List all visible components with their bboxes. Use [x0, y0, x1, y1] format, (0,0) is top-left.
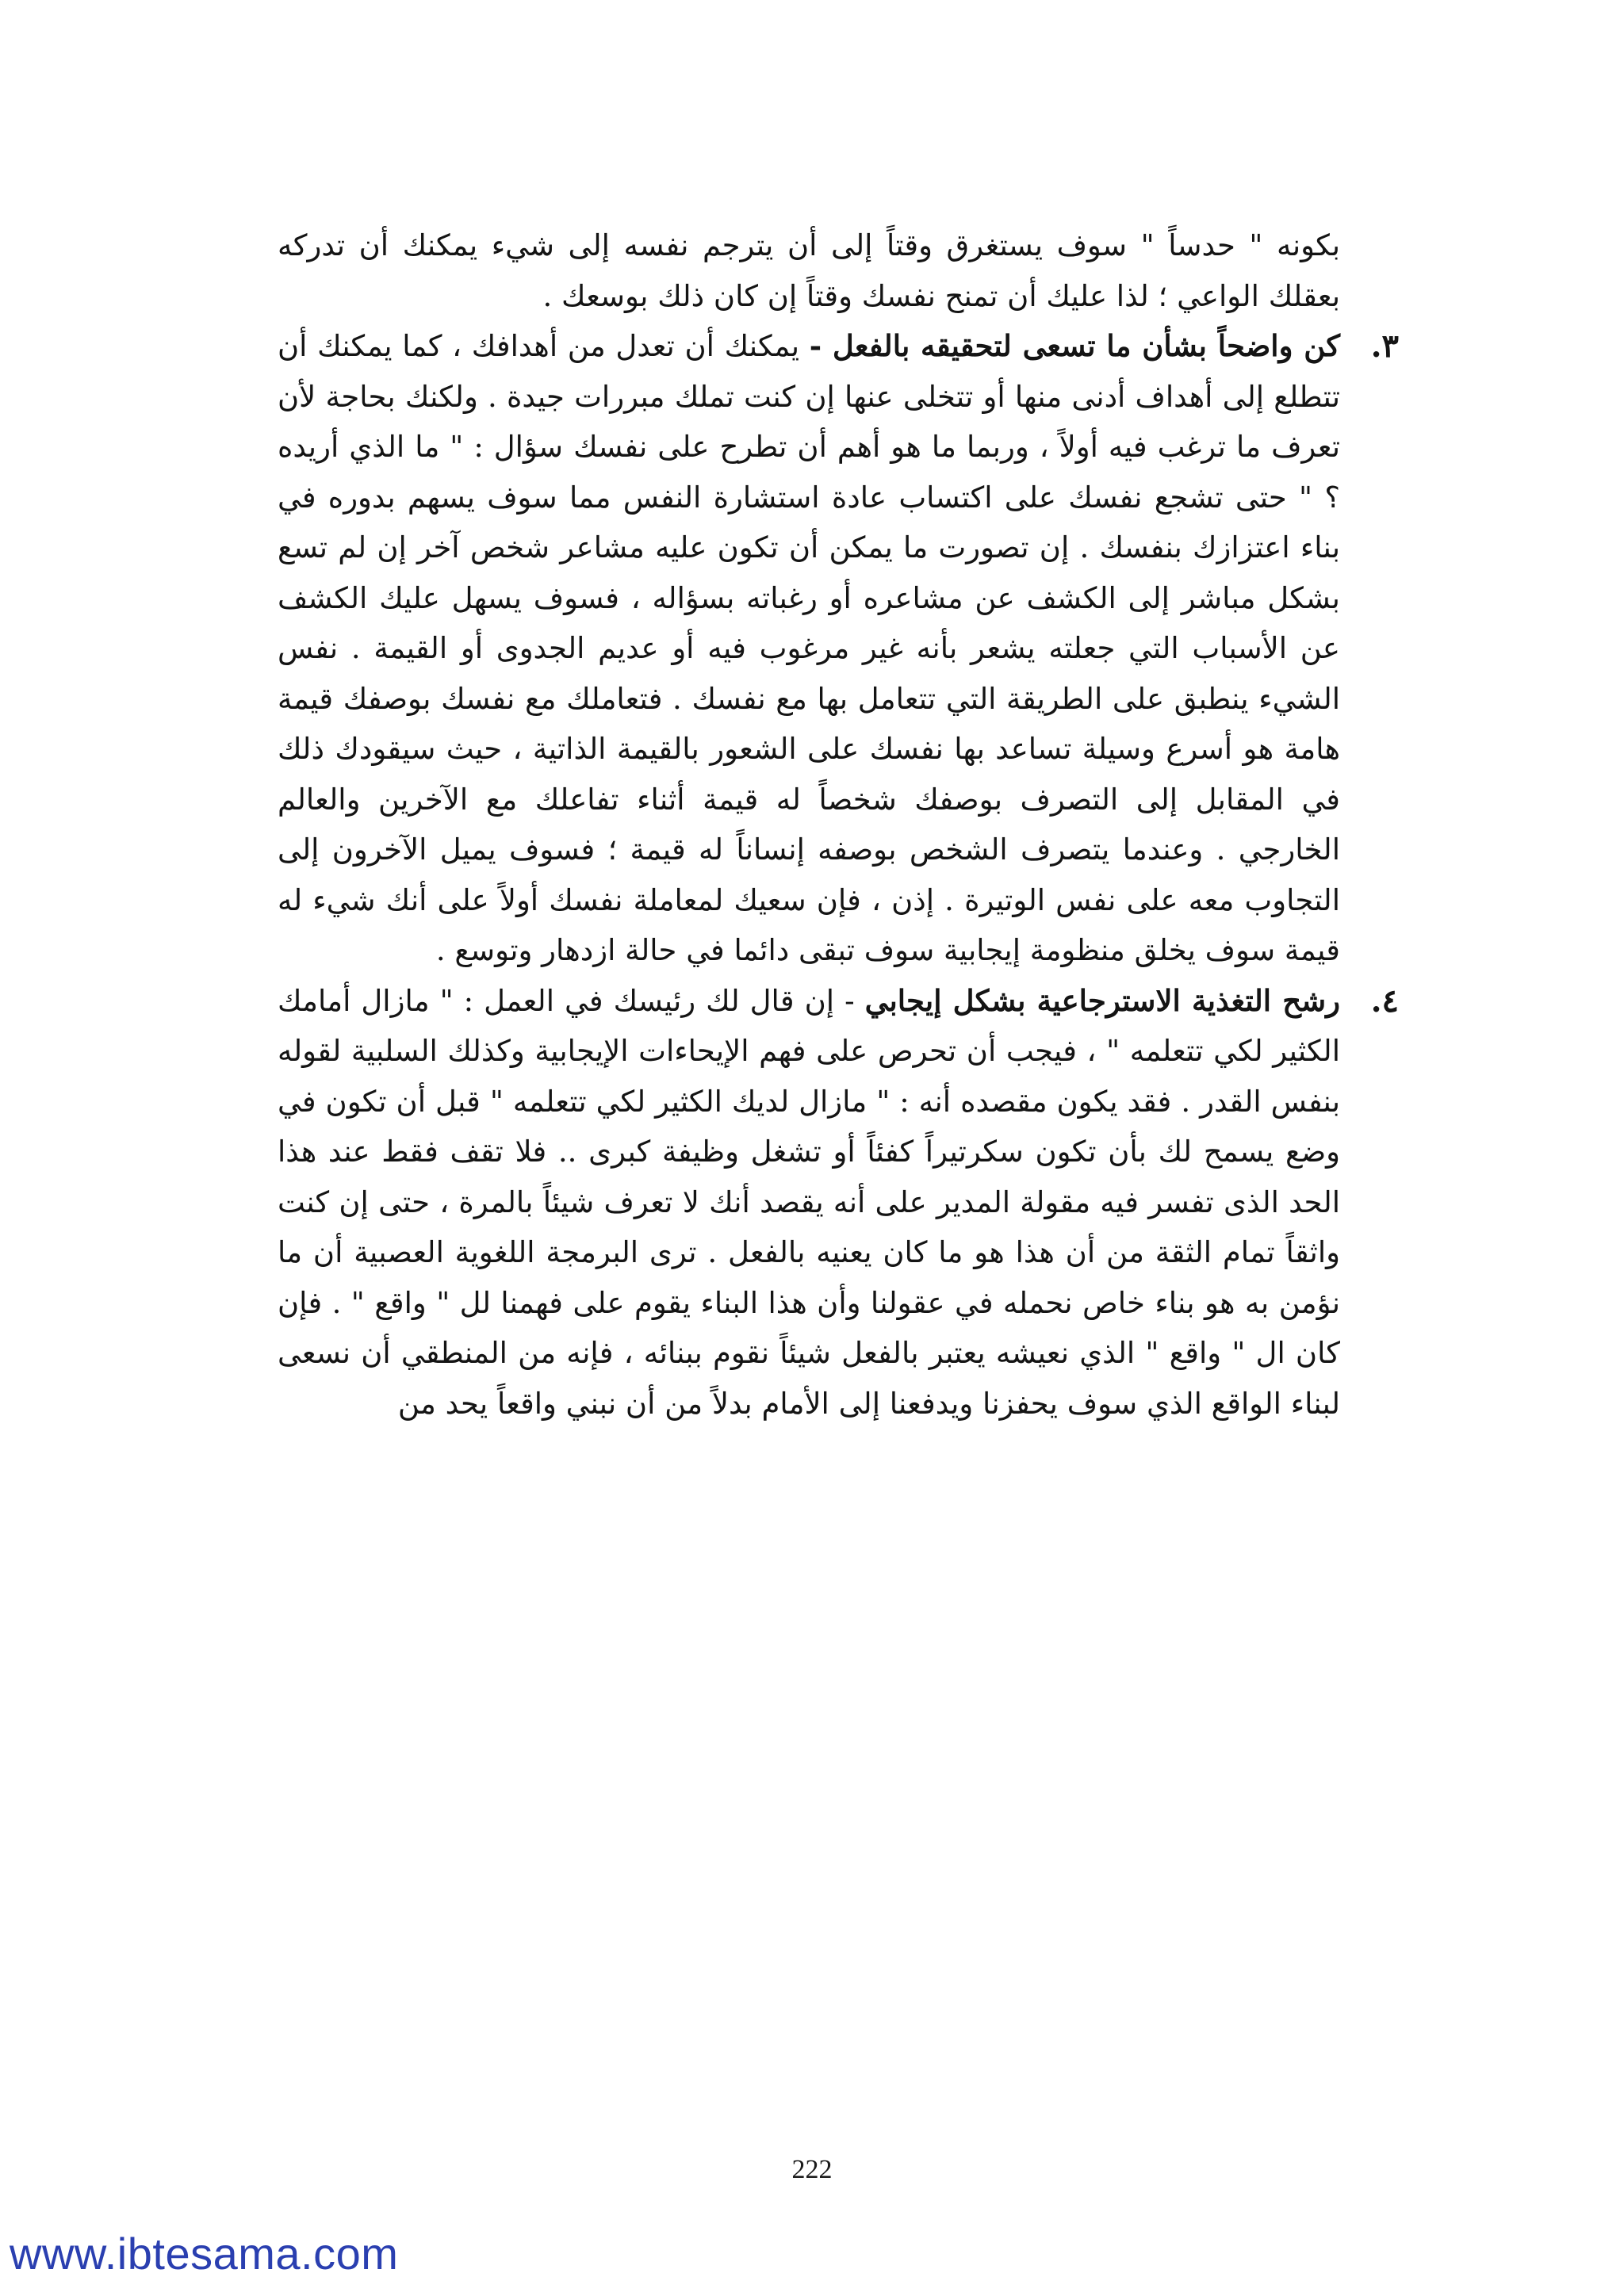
- list-item-number: ٣.: [1370, 327, 1399, 365]
- page-number: 222: [791, 2155, 833, 2184]
- list-item-4: [278, 976, 1399, 1429]
- list-item-3: [278, 321, 1399, 976]
- watermark-link[interactable]: www.ibtesama.com: [10, 2229, 399, 2279]
- page-body: [278, 220, 1399, 1429]
- list-item-heading: رشح التغذية الاسترجاعية بشكل إيجابي: [864, 982, 1340, 1018]
- list-item-body: يمكنك أن تعدل من أهدافك ، كما يمكنك أن تتطلع إلى أهداف أدنى منها أو تتخلى عنها إن كنت تملك مبررات جيدة . ولكنك بحاجة لأن تعرف ما ترغب فيه أولاً ، وربما ما هو أهم أن تطرح على نفسك سؤال : " ما الذي أريده ؟ " حتى تشجع نفسك على اكتساب عادة استشارة النفس مما سوف يسهم بدوره في بناء اعتزازك بنفسك . إن تصورت ما يمكن أن تكون عليه مشاعر شخص آخر إن لم تسع بشكل مباشر إلى الكشف عن مشاعره أو رغباته بسؤاله ، فسوف يسهل عليك الكشف عن الأسباب التي جعلته يشعر بأنه غير مرغوب فيه أو عديم الجدوى أو القيمة . نفس الشيء ينطبق على الطريقة التي تتعامل بها مع نفسك . فتعاملك مع نفسك بوصفك قيمة هامة هو أسرع وسيلة تساعد بها نفسك على الشعور بالقيمة الذاتية ، حيث سيقودك ذلك في المقابل إلى التصرف بوصفك شخصاً له قيمة أثناء تفاعلك مع الآخرين والعالم الخارجي . وعندما يتصرف الشخص بوصفه إنساناً له قيمة ؛ فسوف يميل الآخرون إلى التجاوب معه على نفس الوتيرة . إذن ، فإن سعيك لمعاملة نفسك أولاً على أنك شيء له قيمة سوف يخلق منظومة إيجابية سوف تبقى دائما في حالة ازدهار وتوسع .: [278, 329, 1340, 967]
- list-item-body: - إن قال لك رئيسك في العمل : " مازال أمامك الكثير لكي تتعلمه " ، فيجب أن تحرص على فهم الإيحاءات الإيجابية وكذلك السلبية لقوله بنفس القدر . فقد يكون مقصده أنه : " مازال لديك الكثير لكي تتعلمه " قبل أن تكون في وضع يسمح لك بأن تكون سكرتيراً كفئاً أو تشغل وظيفة كبرى .. فلا تقف فقط عند هذا الحد الذى تفسر فيه مقولة المدير على أنه يقصد أنك لا تعرف شيئاً بالمرة ، حتى إن كنت واثقاً تمام الثقة من أن هذا هو ما كان يعنيه بالفعل . ترى البرمجة اللغوية العصبية أن ما نؤمن به هو بناء خاص نحمله في عقولنا وأن هذا البناء يقوم على فهمنا لل " واقع " . فإن كان ال " واقع " الذي نعيشه يعتبر بالفعل شيئاً نقوم ببنائه ، فإنه من المنطقي أن نسعى لبناء الواقع الذي سوف يحفزنا ويدفعنا إلى الأمام بدلاً من أن نبني واقعاً يحد من: [278, 983, 1340, 1421]
- list-item-heading: كن واضحاً بشأن ما تسعى لتحقيقه بالفعل -: [809, 328, 1340, 363]
- list-item-number: ٤.: [1370, 982, 1399, 1020]
- intro-paragraph: بكونه " حدساً " سوف يستغرق وقتاً إلى أن يترجم نفسه إلى شيء يمكنك أن تدركه بعقلك الواعي ؛ لذا عليك أن تمنح نفسك وقتاً إن كان ذلك بوسعك .: [278, 228, 1340, 313]
